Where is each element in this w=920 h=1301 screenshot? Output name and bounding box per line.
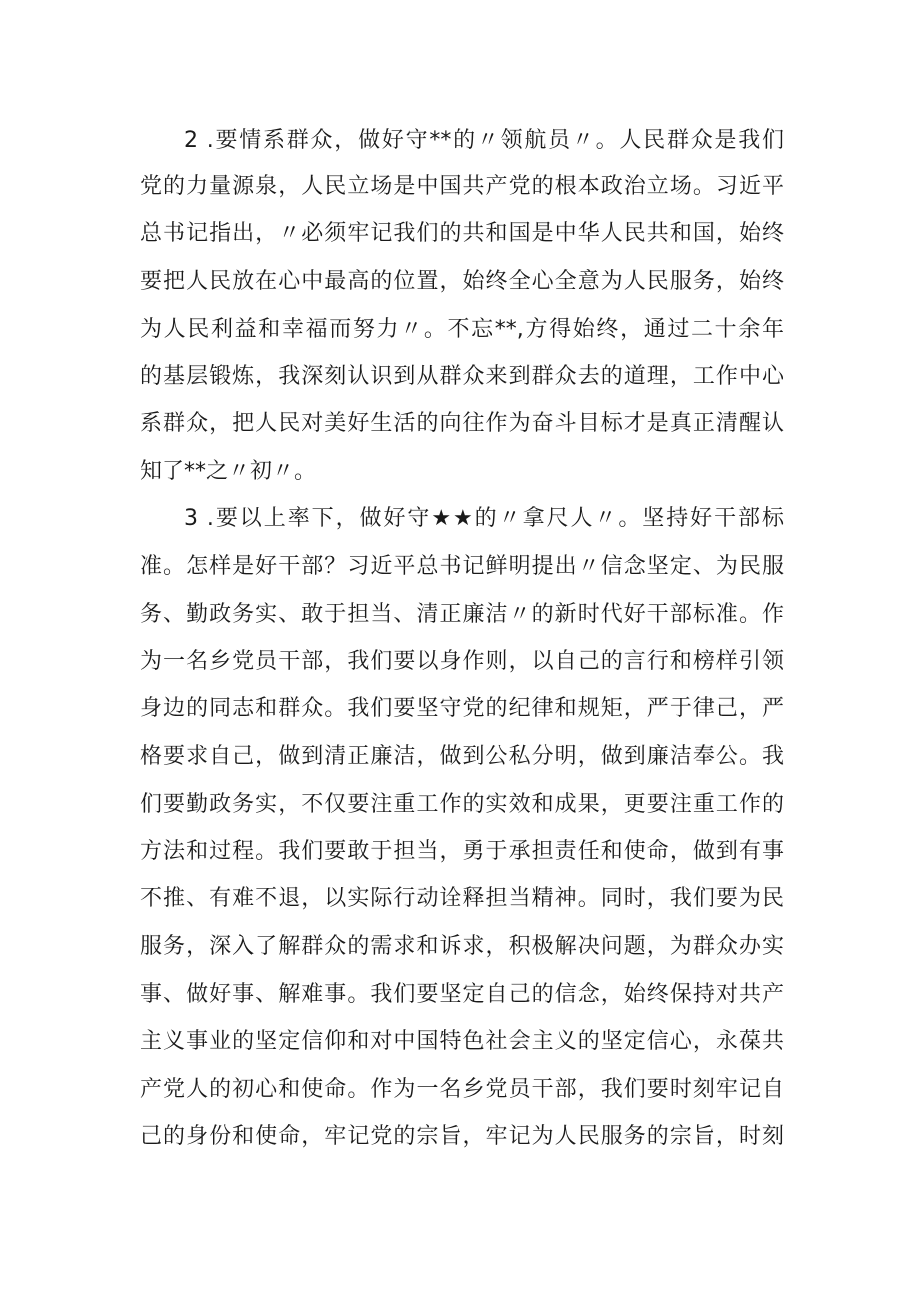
paragraph-1-line-8: 知了**之〃初〃。 xyxy=(140,459,317,484)
paragraph-1-line-1: 2 .要情系群众，做好守**的〃领航员〃。人民群众是我们 xyxy=(184,128,784,153)
paragraph-2-line-10: 服务，深入了解群众的需求和诉求，积极解决问题，为群众办实 xyxy=(140,934,784,959)
paragraph-2-line-8: 方法和过程。我们要敢于担当，勇于承担责任和使命，做到有事 xyxy=(140,839,784,864)
paragraph-2-line-9: 不推、有难不退，以实际行动诠释担当精神。同时，我们要为民 xyxy=(140,886,784,911)
paragraph-2-line-11: 事、做好事、解难事。我们要坚定自己的信念，始终保持对共产 xyxy=(140,982,784,1007)
paragraph-2-line-6: 格要求自己，做到清正廉洁，做到公私分明，做到廉洁奉公。我 xyxy=(140,744,784,769)
paragraph-2-line-4: 为一名乡党员干部，我们要以身作则，以自己的言行和榜样引领 xyxy=(140,649,784,674)
paragraph-1-line-5: 为人民利益和幸福而努力〃。不忘**,方得始终，通过二十余年 xyxy=(140,317,784,342)
paragraph-1-line-4: 要把人民放在心中最高的位置，始终全心全意为人民服务，始终 xyxy=(140,269,784,294)
paragraph-2-line-7: 们要勤政务实，不仅要注重工作的实效和成果，更要注重工作的 xyxy=(140,792,784,817)
paragraph-2-line-13: 产党人的初心和使命。作为一名乡党员干部，我们要时刻牢记自 xyxy=(140,1077,784,1102)
paragraph-1-line-2: 党的力量源泉，人民立场是中国共产党的根本政治立场。习近平 xyxy=(140,174,784,199)
paragraph-2-line-5: 身边的同志和群众。我们要坚守党的纪律和规矩，严于律己，严 xyxy=(140,696,784,721)
paragraph-1-line-7: 系群众，把人民对美好生活的向往作为奋斗目标才是真正清醒认 xyxy=(140,411,784,436)
paragraph-1-line-3: 总书记指出，〃必须牢记我们的共和国是中华人民共和国，始终 xyxy=(140,221,784,246)
paragraph-1-line-6: 的基层锻炼，我深刻认识到从群众来到群众去的道理，工作中心 xyxy=(140,364,784,389)
paragraph-2-line-14: 己的身份和使命，牢记党的宗旨，牢记为人民服务的宗旨，时刻 xyxy=(140,1124,784,1149)
paragraph-2-line-2: 准。怎样是好干部？习近平总书记鲜明提出〃信念坚定、为民服 xyxy=(140,554,784,579)
paragraph-2-line-12: 主义事业的坚定信仰和对中国特色社会主义的坚定信心，永葆共 xyxy=(140,1029,784,1054)
paragraph-2-line-3: 务、勤政务实、敢于担当、清正廉洁〃的新时代好干部标准。作 xyxy=(140,602,784,627)
paragraph-2-line-1: 3 .要以上率下，做好守★★的〃拿尺人〃。坚持好干部标 xyxy=(184,506,784,531)
